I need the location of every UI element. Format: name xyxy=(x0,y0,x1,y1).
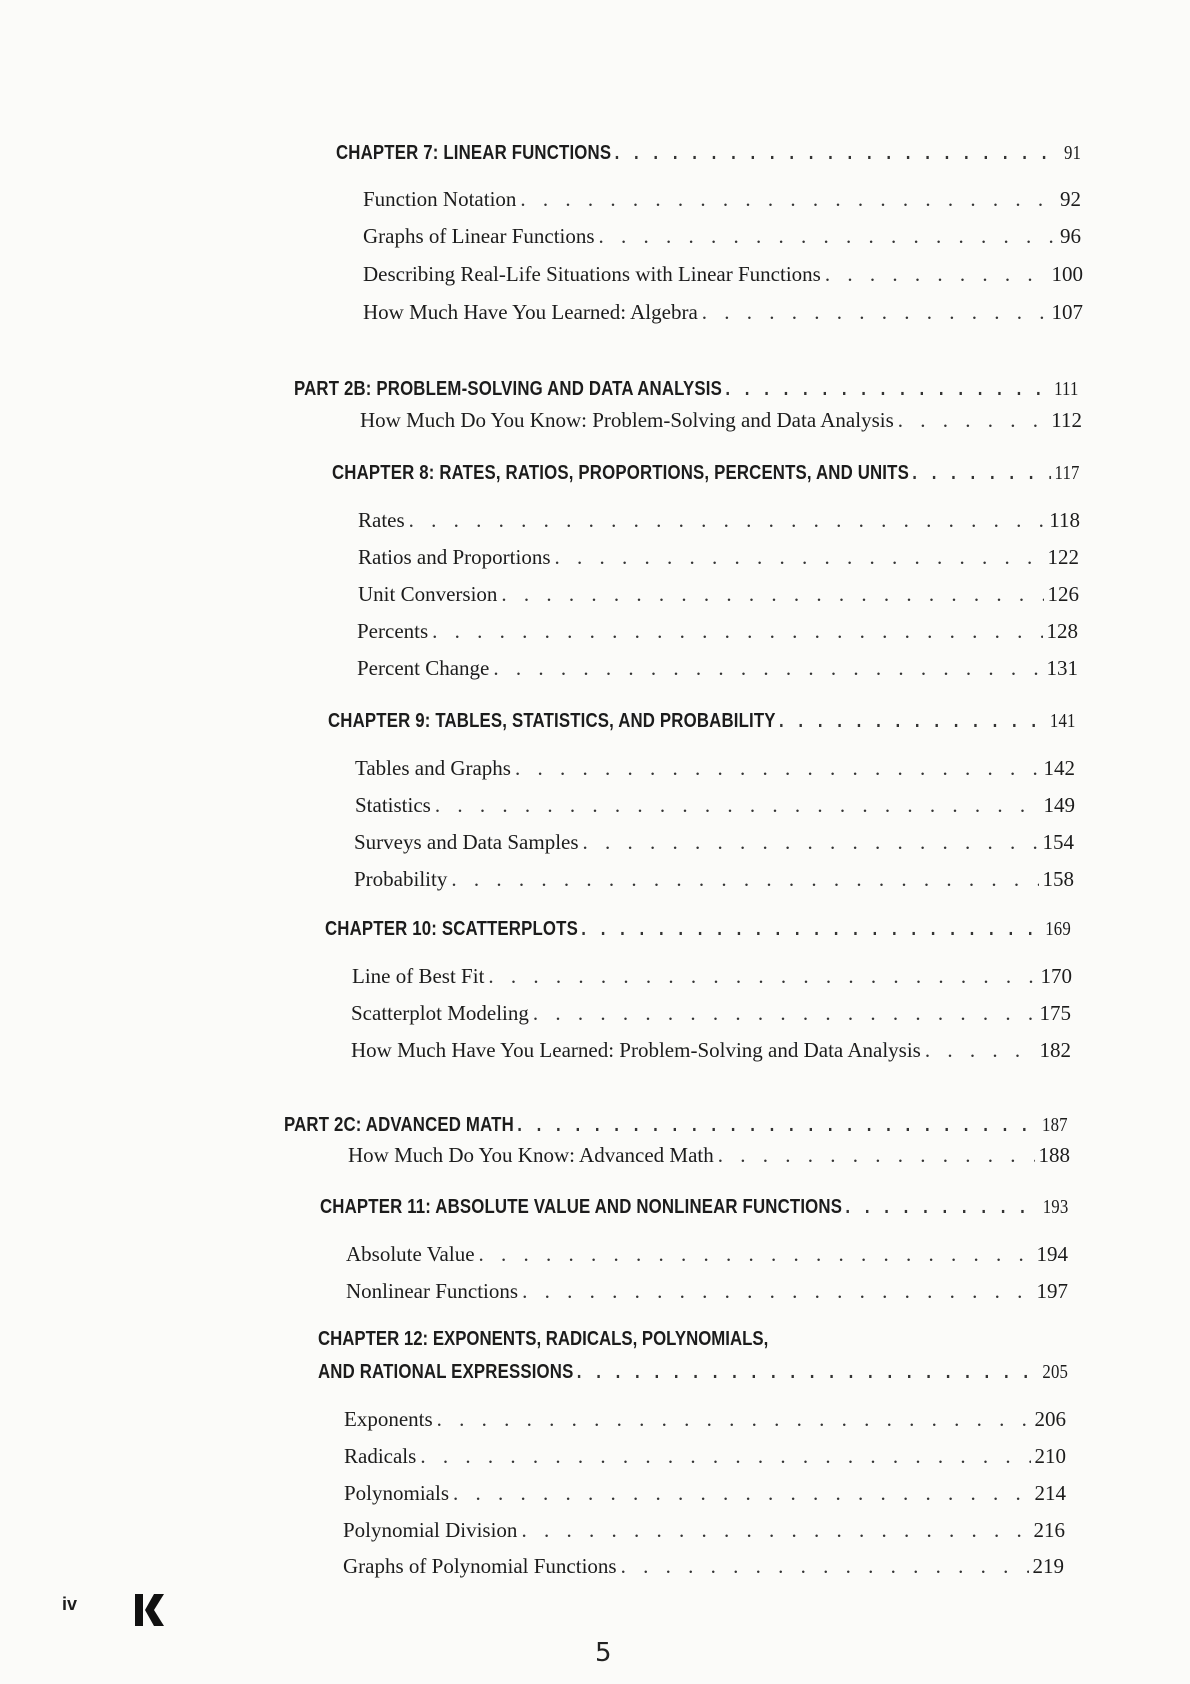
leader-dots xyxy=(517,1114,1038,1137)
leader-dots xyxy=(845,1196,1039,1219)
leader-dots xyxy=(479,1242,1033,1267)
toc-heading-label: CHAPTER 10: SCATTERPLOTS xyxy=(325,918,578,940)
toc-page-number: 216 xyxy=(1033,1518,1065,1542)
toc-entry-label: Polynomial Division xyxy=(343,1518,518,1542)
leader-dots xyxy=(925,1038,1036,1063)
toc-entry-label: Scatterplot Modeling xyxy=(351,1001,529,1025)
toc-entry-label: Polynomials xyxy=(344,1481,450,1505)
leader-dots xyxy=(825,262,1048,287)
toc-heading-label: PART 2C: ADVANCED MATH xyxy=(284,1114,514,1136)
toc-page-number: 142 xyxy=(1043,756,1075,780)
toc-entry xyxy=(344,1407,1066,1432)
toc-page-number: 131 xyxy=(1046,656,1078,680)
toc-entry-label: How Much Have You Learned: Algebra xyxy=(363,300,698,324)
toc-entry-label: Graphs of Polynomial Functions xyxy=(343,1554,617,1578)
toc-entry xyxy=(354,867,1074,892)
toc-page-number: 100 xyxy=(1051,262,1083,286)
toc-entry-label: Unit Conversion xyxy=(358,582,498,606)
toc-entry xyxy=(357,656,1078,681)
toc-entry xyxy=(343,1554,1064,1579)
leader-dots xyxy=(453,1481,1030,1506)
toc-page-number: 219 xyxy=(1032,1554,1064,1578)
toc-entry-label: Percents xyxy=(357,619,429,643)
toc-page-number: 122 xyxy=(1047,545,1079,569)
leader-dots xyxy=(451,867,1038,892)
leader-dots xyxy=(718,1143,1035,1168)
toc-entry xyxy=(358,545,1079,570)
toc-heading-chapter-11 xyxy=(320,1196,1068,1219)
toc-entry xyxy=(346,1242,1068,1267)
toc-entry xyxy=(351,1001,1071,1026)
leader-dots xyxy=(521,1518,1029,1543)
leader-dots xyxy=(555,545,1044,570)
toc-page-number: 206 xyxy=(1034,1407,1066,1431)
toc-heading-label: CHAPTER 11: ABSOLUTE VALUE AND NONLINEAR FUNCTIONS xyxy=(320,1196,843,1218)
leader-dots xyxy=(615,142,1061,165)
toc-entry xyxy=(355,756,1075,781)
toc-page-number: 91 xyxy=(1063,142,1082,164)
toc-page-number: 210 xyxy=(1034,1444,1066,1468)
toc-entry-label: How Much Do You Know: Advanced Math xyxy=(348,1143,714,1167)
toc-page-number: 170 xyxy=(1040,964,1072,988)
toc-page-number: 107 xyxy=(1051,300,1083,324)
toc-entry xyxy=(357,619,1078,644)
toc-heading-part-2b xyxy=(294,378,1079,401)
toc-page-number: 96 xyxy=(1060,224,1081,248)
toc-page-number: 117 xyxy=(1054,462,1080,484)
toc-page-number: 187 xyxy=(1042,1114,1068,1136)
toc-entry xyxy=(343,1518,1065,1543)
toc-page-number: 111 xyxy=(1054,378,1079,400)
leader-dots xyxy=(577,1361,1039,1384)
toc-entry-label: Radicals xyxy=(344,1444,417,1468)
toc-heading-label: CHAPTER 8: RATES, RATIOS, PROPORTIONS, PERCENTS, AND UNITS xyxy=(332,462,909,484)
toc-entry xyxy=(352,964,1072,989)
leader-dots xyxy=(581,918,1042,941)
toc-entry-label: Statistics xyxy=(355,793,431,817)
leader-dots xyxy=(488,964,1036,989)
toc-entry xyxy=(358,508,1080,533)
leader-dots xyxy=(420,1444,1030,1469)
toc-entry xyxy=(355,793,1075,818)
toc-entry xyxy=(351,1038,1071,1063)
toc-entry-label: Graphs of Linear Functions xyxy=(363,224,595,248)
toc-entry-label: Absolute Value xyxy=(346,1242,475,1266)
toc-entry xyxy=(358,582,1079,607)
toc-page-number: 175 xyxy=(1039,1001,1071,1025)
toc-page-number: 141 xyxy=(1049,710,1076,732)
toc-heading-label: CHAPTER 9: TABLES, STATISTICS, AND PROBABILITY xyxy=(328,710,776,732)
toc-heading-chapter-8 xyxy=(332,462,1080,485)
leader-dots xyxy=(779,710,1047,733)
toc-entry xyxy=(363,300,1083,325)
folio: iv xyxy=(62,1594,78,1614)
leader-dots xyxy=(522,1279,1032,1304)
toc-entry xyxy=(363,187,1081,212)
toc-page-number: 149 xyxy=(1043,793,1075,817)
toc-entry-label: Rates xyxy=(358,508,405,532)
toc-heading-label: PART 2B: PROBLEM-SOLVING AND DATA ANALYSIS xyxy=(294,378,723,400)
publisher-logo xyxy=(132,1592,166,1628)
leader-dots xyxy=(437,1407,1031,1432)
leader-dots xyxy=(493,656,1042,681)
toc-entry-label: Probability xyxy=(354,867,448,891)
leader-dots xyxy=(533,1001,1036,1026)
toc-heading-chapter-7 xyxy=(336,142,1081,165)
leader-dots xyxy=(583,830,1039,855)
leader-dots xyxy=(409,508,1046,533)
leader-dots xyxy=(725,378,1050,401)
toc-entry xyxy=(346,1279,1068,1304)
toc-page-number: 169 xyxy=(1045,918,1071,940)
toc-page-number: 154 xyxy=(1042,830,1074,854)
toc-entry xyxy=(344,1481,1066,1506)
toc-entry xyxy=(363,224,1081,249)
leader-dots xyxy=(432,619,1042,644)
toc-heading-part-2c xyxy=(284,1114,1068,1137)
toc-entry xyxy=(348,1143,1070,1168)
toc-entry-label: Function Notation xyxy=(363,187,517,211)
leader-dots xyxy=(912,462,1051,485)
toc-heading-chapter-9 xyxy=(328,710,1076,733)
toc-page-number: 128 xyxy=(1046,619,1078,643)
toc-heading-chapter-12-line1: CHAPTER 12: EXPONENTS, RADICALS, POLYNOMIALS, xyxy=(318,1328,769,1350)
toc-entry xyxy=(354,830,1074,855)
toc-page-number: 188 xyxy=(1038,1143,1070,1167)
leader-dots xyxy=(898,408,1048,433)
toc-heading-label: AND RATIONAL EXPRESSIONS xyxy=(318,1361,574,1383)
toc-page-number: 118 xyxy=(1049,508,1080,532)
toc-entry-label: Tables and Graphs xyxy=(355,756,511,780)
leader-dots xyxy=(435,793,1040,818)
toc-page-number: 205 xyxy=(1042,1361,1069,1383)
toc-page-number: 182 xyxy=(1039,1038,1071,1062)
leader-dots xyxy=(515,756,1040,781)
leader-dots xyxy=(621,1554,1029,1579)
toc-entry-label: Describing Real-Life Situations with Linear Functions xyxy=(363,262,821,286)
toc-entry-label: Percent Change xyxy=(357,656,490,680)
toc-entry-label: How Much Have You Learned: Problem-Solving and Data Analysis xyxy=(351,1038,921,1062)
toc-heading-label: CHAPTER 7: LINEAR FUNCTIONS xyxy=(336,142,612,164)
toc-entry-label: How Much Do You Know: Problem-Solving and Data Analysis xyxy=(360,408,894,432)
toc-entry-label: Exponents xyxy=(344,1407,433,1431)
toc-page-number: 197 xyxy=(1036,1279,1068,1303)
toc-page-number: 92 xyxy=(1060,187,1081,211)
toc-page-number: 158 xyxy=(1042,867,1074,891)
toc-entry-label: Surveys and Data Samples xyxy=(354,830,579,854)
toc-entry-label: Ratios and Proportions xyxy=(358,545,551,569)
toc-entry xyxy=(344,1444,1066,1469)
toc-page-number: 214 xyxy=(1034,1481,1066,1505)
toc-page-number: 194 xyxy=(1036,1242,1068,1266)
leader-dots xyxy=(599,224,1056,249)
toc-heading-chapter-12 xyxy=(318,1361,1068,1384)
toc-entry xyxy=(363,262,1083,287)
toc-entry xyxy=(360,408,1082,433)
toc-page-number: 126 xyxy=(1047,582,1079,606)
toc-entry-label: Line of Best Fit xyxy=(352,964,485,988)
page-number: 5 xyxy=(595,1638,612,1668)
leader-dots xyxy=(702,300,1048,325)
toc-heading-chapter-10 xyxy=(325,918,1071,941)
toc-entry-label: Nonlinear Functions xyxy=(346,1279,519,1303)
toc-page-number: 193 xyxy=(1042,1196,1069,1218)
leader-dots xyxy=(520,187,1056,212)
toc-page-number: 112 xyxy=(1051,408,1082,432)
leader-dots xyxy=(501,582,1043,607)
